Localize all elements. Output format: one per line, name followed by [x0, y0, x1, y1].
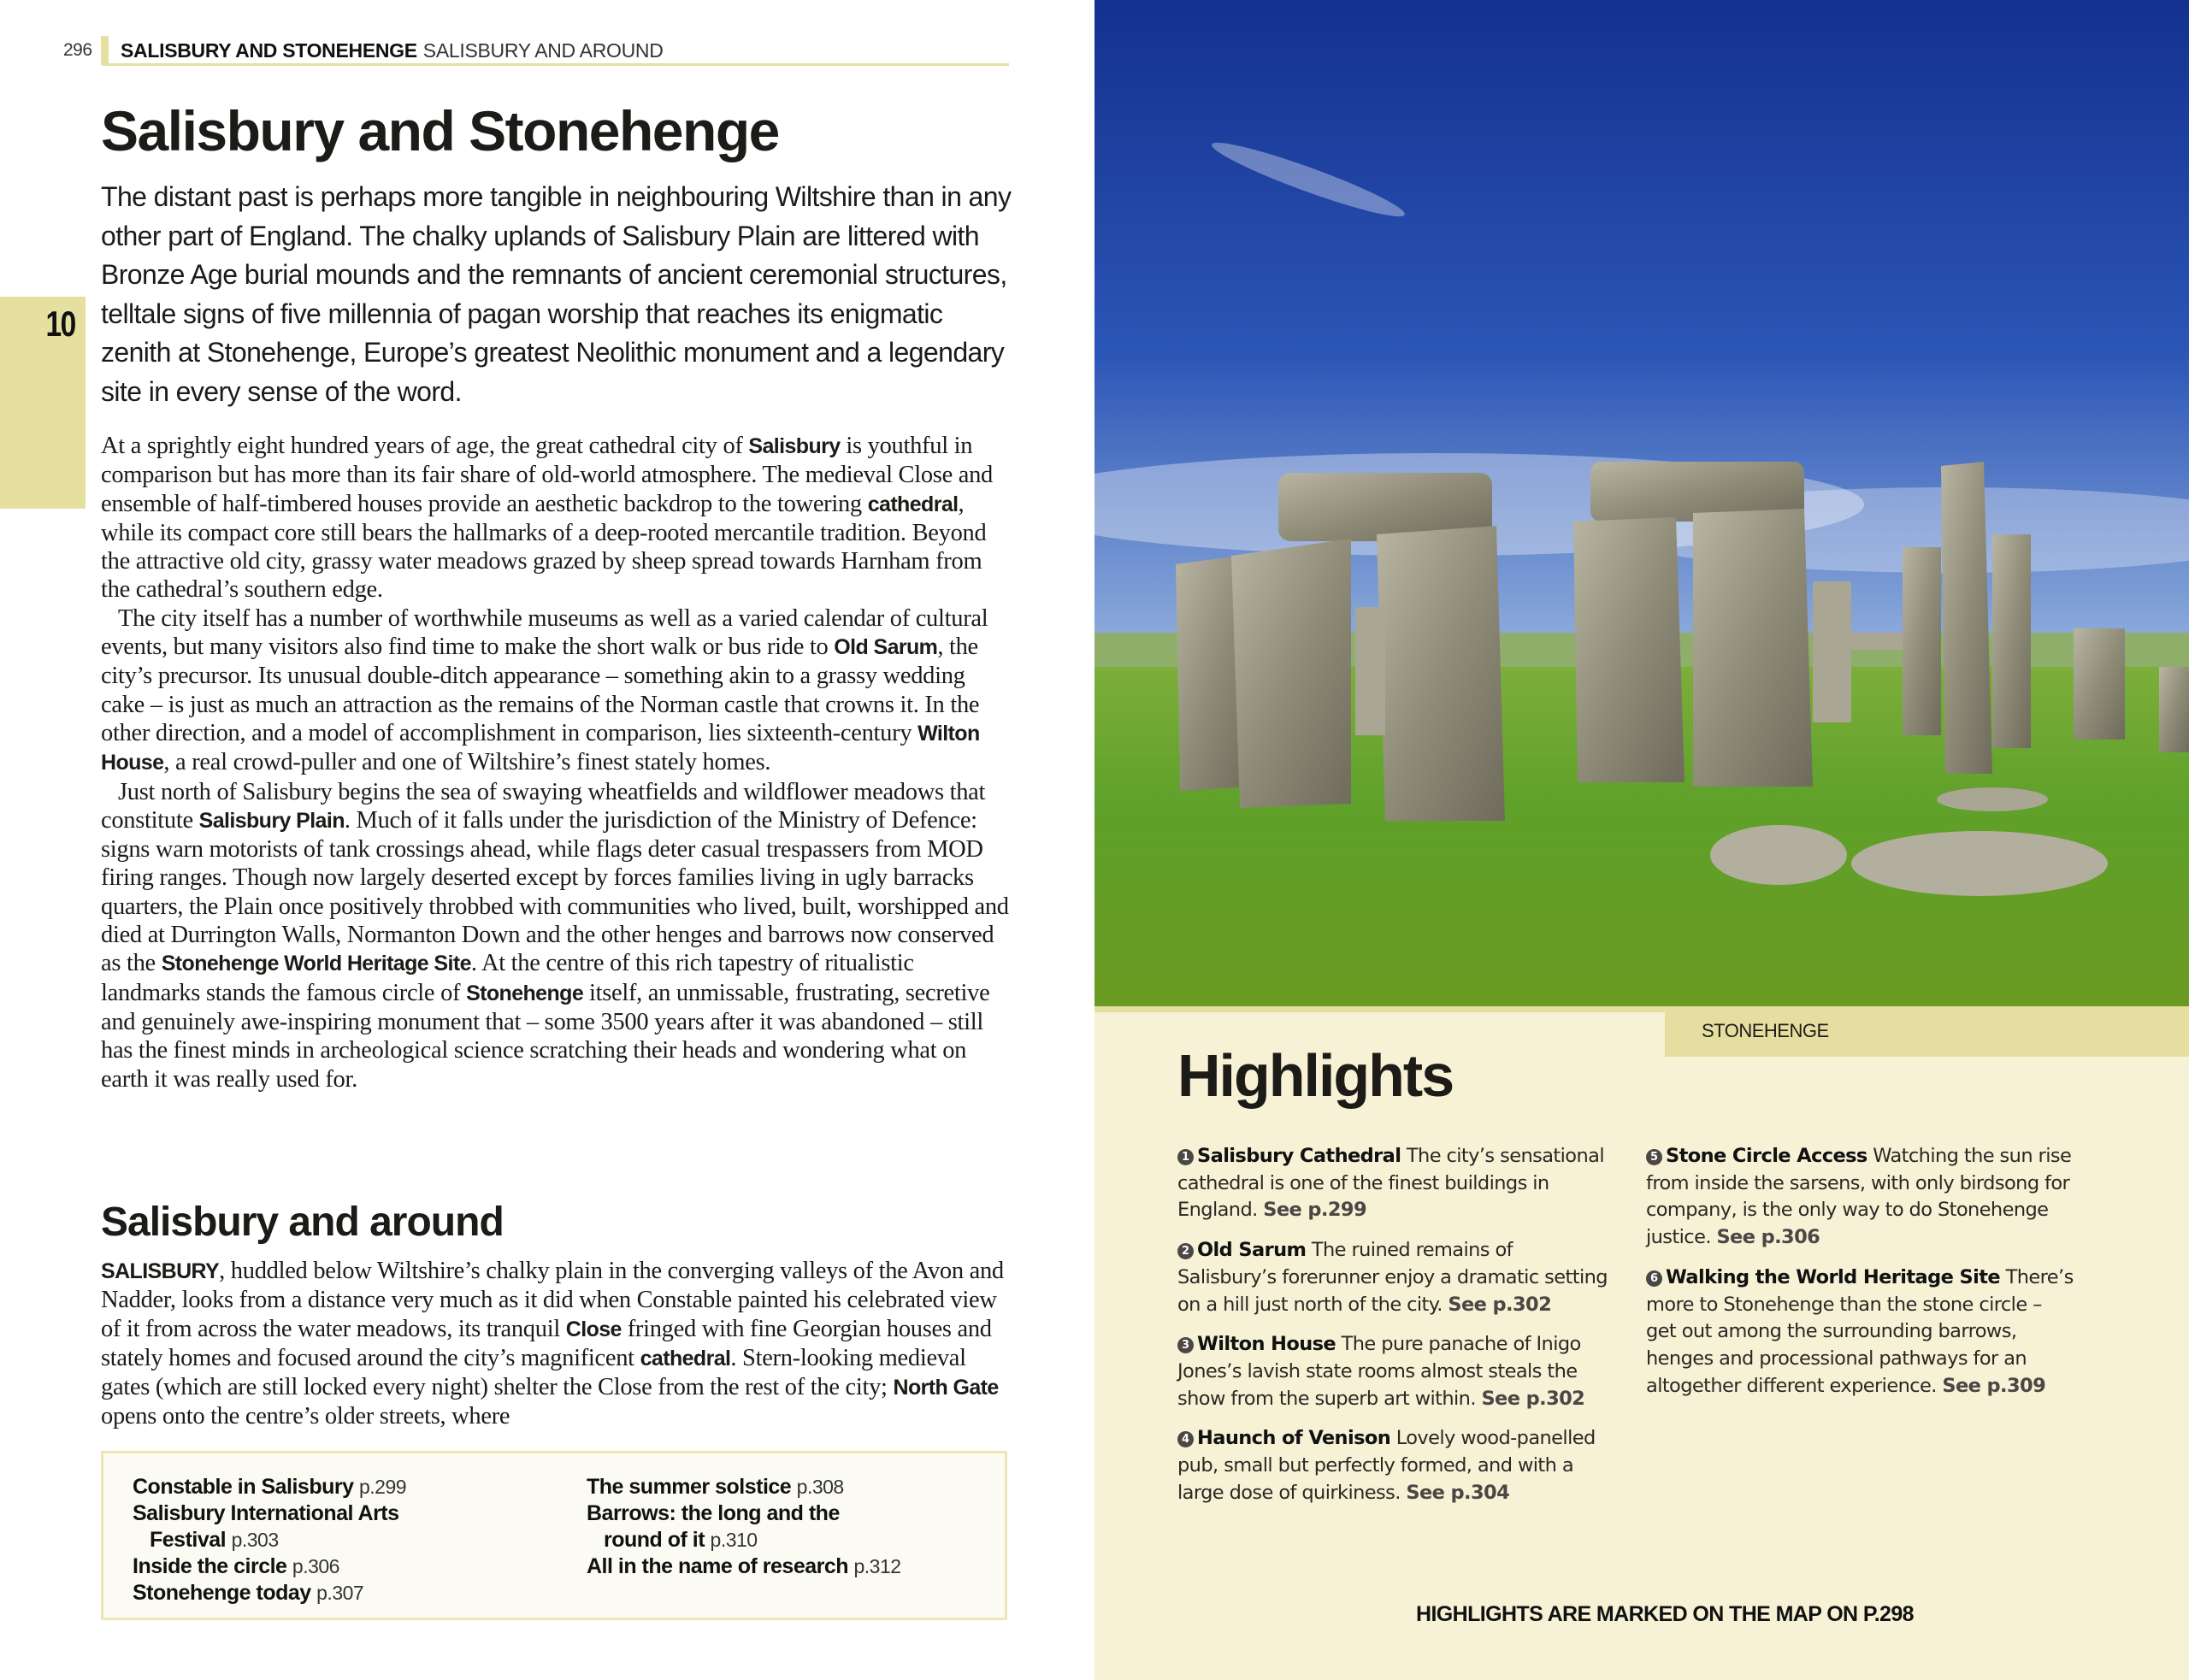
feature-link[interactable]: The summer solstice p.308 — [587, 1475, 844, 1499]
feature-link[interactable]: Salisbury International Arts Festival p.303 — [133, 1501, 399, 1552]
highlights-column — [1646, 1143, 2074, 1412]
highlight-item: 3 Wilton House The pure panache of Inigo Jones’s lavish state rooms almost steals the show from the superb art within. See p.302 — [1177, 1333, 1585, 1410]
number-badge-icon: 3 — [1177, 1337, 1194, 1353]
highlight-item: 6 Walking the World Heritage Site There’s more to Stonehenge than the stone circle – get out among the surrounding barrows, henges and processional pathways for an altogether different experience. See p.309 — [1646, 1265, 2074, 1397]
chapter-number: 10 — [45, 304, 75, 344]
number-badge-icon: 5 — [1646, 1149, 1662, 1165]
stonehenge-photo — [1094, 0, 2189, 1006]
features-column — [587, 1474, 901, 1580]
page-ref-link[interactable]: See p.299 — [1263, 1199, 1367, 1222]
number-badge-icon: 6 — [1646, 1270, 1662, 1287]
body-text — [101, 432, 1009, 1093]
number-badge-icon: 2 — [1177, 1243, 1194, 1259]
chapter-tab — [0, 297, 86, 509]
left-page — [0, 0, 1094, 1680]
page-ref-link[interactable]: See p.309 — [1942, 1374, 2046, 1397]
body-paragraph: At a sprightly eight hundred years of age, the great cathedral city of Salisbury is youthful in comparison but has more than its fair share of old-world atmosphere. The medieval Close and ensemble of half-timbered houses provide an aesthetic backdrop to the towering cathedral, while its compact core still bears the hallmarks of a deep-rooted mercantile tradition. Beyond the attractive old city, grassy water meadows grazed by sheep spread towards Harnham from the cathedral’s southern edge. — [101, 433, 994, 604]
page-number: 296 — [63, 40, 92, 60]
highlights-title: Highlights — [1177, 1042, 1454, 1109]
feature-link[interactable]: Inside the circle p.306 — [133, 1554, 339, 1578]
page-ref-link[interactable]: See p.302 — [1448, 1293, 1552, 1316]
features-column — [133, 1474, 406, 1606]
highlight-item: 5 Stone Circle Access Watching the sun rise from inside the sarsens, with only birdsong for company, is the only way to do Stonehenge justice. See p.306 — [1646, 1145, 2072, 1249]
highlight-item: 4 Haunch of Venison Lovely wood-panelled pub, small but perfectly formed, and with a large dose of quirkiness. See p.304 — [1177, 1427, 1596, 1504]
feature-link[interactable]: All in the name of research p.312 — [587, 1554, 901, 1578]
photo-caption-tab — [1665, 1006, 2189, 1057]
photo-caption: STONEHENGE — [1702, 1020, 1829, 1041]
page-ref-link[interactable]: See p.304 — [1406, 1481, 1510, 1504]
page-title: Salisbury and Stonehenge — [101, 99, 779, 162]
highlights-map-note: HIGHLIGHTS ARE MARKED ON THE MAP ON P.298 — [1416, 1602, 1914, 1626]
body-paragraph: Just north of Salisbury begins the sea of swaying wheatfields and wildflower meadows that constitute Salisbury Plain. Much of it falls under the jurisdiction of the Ministry of Defence: signs warn motorists of tank crossings ahead, while flags deter casual trespassers from MOD firing ranges. Though now largely deserted except by forces families living in ugly barracks quarters, the Plain once positively throbbed with communities who lived, built, worshipped and died at Durrington Walls, Normanton Down and the other henges and barrows now conserved as the Stonehenge World Heritage Site. At the centre of this rich tapestry of ritualistic landmarks stands the famous circle of Stonehenge itself, an unmissable, frustrating, secretive and genuinely awe-inspiring monument that – some 3500 years after it was abandoned – still has the finest minds in archeological science scratching their heads and wondering what on earth it was really used for. — [101, 778, 1009, 1093]
header-accent-bar — [101, 36, 109, 65]
section-body — [101, 1257, 1009, 1431]
feature-link[interactable]: Constable in Salisbury p.299 — [133, 1475, 407, 1499]
header-subsection: SALISBURY AND AROUND — [422, 38, 664, 62]
feature-link[interactable]: Barrows: the long and the round of it p.310 — [587, 1501, 840, 1552]
features-box — [101, 1451, 1007, 1620]
highlight-item: 1 Salisbury Cathedral The city’s sensational cathedral is one of the finest buildings in England. See p.299 — [1177, 1145, 1604, 1222]
section-heading: Salisbury and around — [101, 1200, 504, 1245]
highlight-item: 2 Old Sarum The ruined remains of Salisbury’s forerunner enjoy a dramatic setting on a hill just north of the city. See p.302 — [1177, 1239, 1608, 1316]
header-section: SALISBURY AND STONEHENGE — [121, 38, 417, 62]
number-badge-icon: 4 — [1177, 1431, 1194, 1447]
intro-paragraph: The distant past is perhaps more tangible in neighbouring Wiltshire than in any other part of England. The chalky uplands of Salisbury Plain are littered with Bronze Age burial mounds and the remnants of ancient ceremonial structures, telltale signs of five millennia of pagan worship that reaches its enigmatic zenith at Stonehenge, Europe’s greatest Neolithic monument and a legendary site in every sense of the word. — [101, 181, 1012, 407]
highlights-column — [1177, 1143, 1614, 1519]
header-rule — [103, 63, 1009, 66]
page-ref-link[interactable]: See p.302 — [1481, 1387, 1585, 1410]
feature-link[interactable]: Stonehenge today p.307 — [133, 1581, 364, 1605]
number-badge-icon: 1 — [1177, 1149, 1194, 1165]
body-paragraph: SALISBURY, huddled below Wiltshire’s chalky plain in the converging valleys of the Avon and Nadder, looks from a distance very much as it did when Constable painted his celebrated view of it from across the water meadows, its tranquil Close fringed with fine Georgian houses and stately homes and focused around the city’s magnificent cathedral. Stern-looking medieval gates (which are still locked every night) shelter the Close from the rest of the city; North Gate opens onto the centre’s older streets, where — [101, 1258, 1004, 1430]
right-page — [1094, 0, 2189, 1680]
body-paragraph: The city itself has a number of worthwhile museums as well as a varied calendar of cultural events, but many visitors also find time to make the short walk or bus ride to Old Sarum, the city’s precursor. Its unusual double-ditch appearance – something akin to a grassy wedding cake – is just as much an attraction as the remains of the Norman castle that crowns it. In the other direction, and a model of accomplishment in comparison, lies sixteenth-century Wilton House, a real crowd-puller and one of Wiltshire’s finest stately homes. — [101, 604, 988, 776]
running-header — [63, 36, 664, 65]
page-ref-link[interactable]: See p.306 — [1716, 1226, 1820, 1249]
